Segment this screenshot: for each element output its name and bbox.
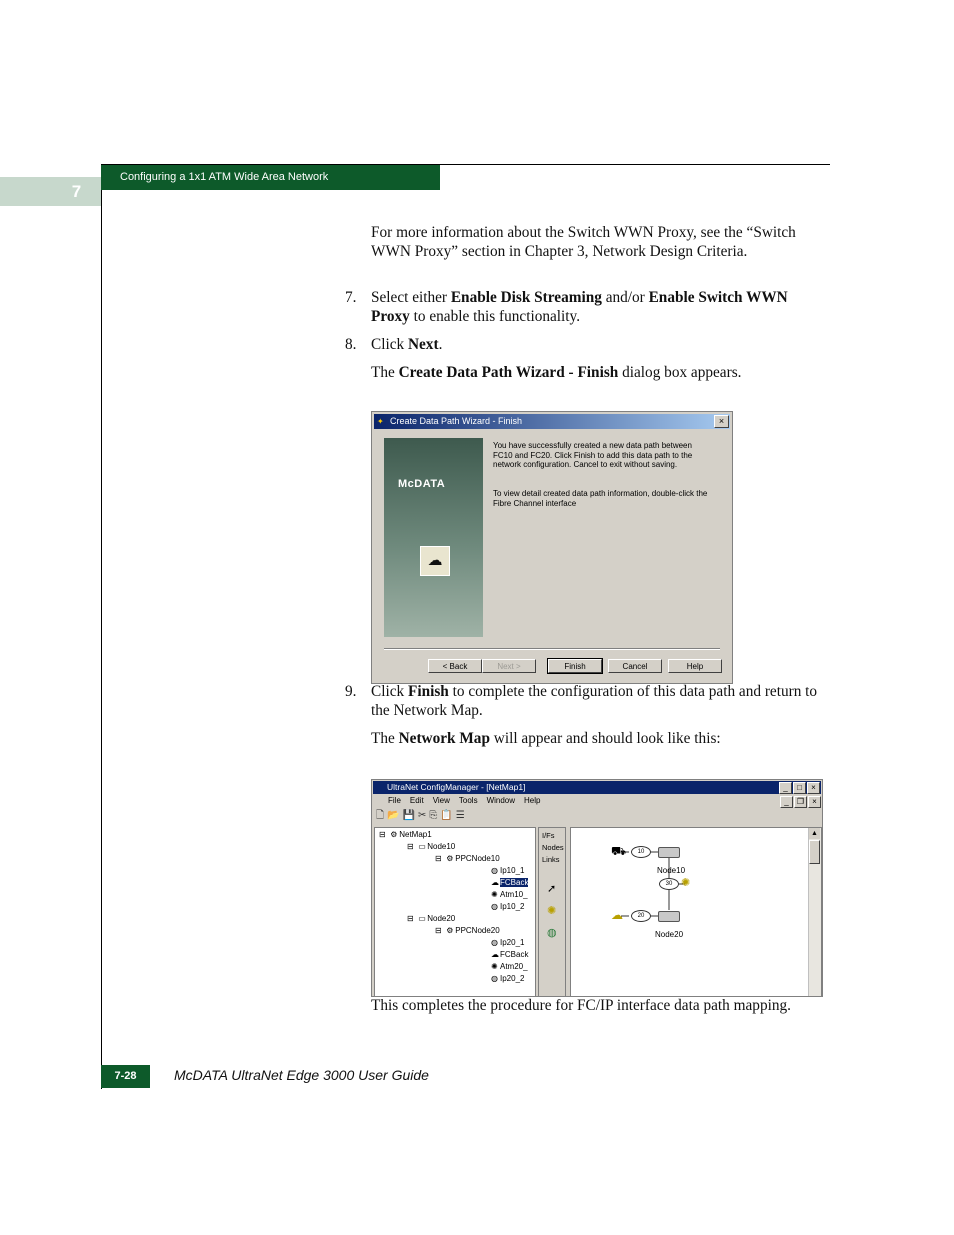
- wizard-icon: ✦: [377, 417, 384, 426]
- globe-icon: ◍: [491, 938, 498, 947]
- menu-file[interactable]: File: [388, 796, 401, 805]
- step-8-result: The Create Data Path Wizard - Finish dialog box appears.: [371, 364, 742, 381]
- child-window-controls: [780, 796, 821, 808]
- minimize-icon[interactable]: _: [779, 782, 792, 794]
- footer-title: McDATA UltraNet Edge 3000 User Guide: [174, 1067, 429, 1083]
- step-7-text: Select either Enable Disk Streaming and/or Enable Switch WWN Proxy to enable this functionality.: [371, 289, 788, 325]
- collapse-icon: ⊟: [379, 830, 386, 839]
- tab-links[interactable]: Links: [542, 855, 560, 864]
- mcdata-logo: McDATA: [398, 478, 446, 490]
- ppc-icon: ⚙: [446, 926, 454, 935]
- globe-icon: ◍: [491, 902, 498, 911]
- interface-20[interactable]: 20: [631, 910, 651, 922]
- properties-icon[interactable]: ☰: [455, 810, 465, 821]
- network-map-window: [371, 779, 823, 997]
- closing-paragraph: This completes the procedure for FC/IP interface data path mapping.: [371, 997, 791, 1014]
- help-button[interactable]: Help: [668, 659, 722, 673]
- menu-help[interactable]: Help: [524, 796, 541, 805]
- dialog-message-2: To view detail created data path information, double-click the Fibre Channel interface: [493, 489, 708, 508]
- maximize-icon[interactable]: □: [793, 782, 806, 794]
- node-icon: ▭: [418, 914, 426, 923]
- atm-icon: ✺: [491, 890, 498, 899]
- child-close-icon[interactable]: ×: [808, 796, 821, 808]
- node-10-label: Node10: [657, 866, 686, 875]
- tree-item[interactable]: ◍ Ip20_2: [491, 974, 525, 983]
- scroll-up-icon[interactable]: ▲: [809, 828, 820, 839]
- tree-item[interactable]: ◍ Ip10_2: [491, 902, 525, 911]
- step-9-result: The Network Map will appear and should look like this:: [371, 730, 721, 747]
- dialog-message-1: You have successfully created a new data path between FC10 and FC20. Click Finish to add this data path to the network configuration. Cancel to exit without saving.: [493, 441, 693, 470]
- copy-icon[interactable]: ⎘: [429, 810, 438, 821]
- globe-icon[interactable]: ◍: [547, 927, 557, 939]
- open-icon[interactable]: 📂: [387, 810, 400, 821]
- map-links: [571, 828, 809, 996]
- child-minimize-icon[interactable]: _: [780, 796, 793, 808]
- tree-item[interactable]: ✺ Atm20_: [491, 962, 528, 971]
- fc-icon: ☁: [491, 950, 499, 959]
- tree-item[interactable]: ☁FCBack: [491, 878, 529, 887]
- tree-item[interactable]: ◍ Ip20_1: [491, 938, 525, 947]
- interface-30[interactable]: 30: [659, 878, 679, 890]
- collapse-icon: ⊟: [435, 854, 442, 863]
- tree-item[interactable]: ⊟ ⚙ PPCNode10: [435, 854, 500, 863]
- tree-view: [374, 827, 536, 997]
- finish-button[interactable]: Finish: [548, 659, 602, 673]
- next-button[interactable]: Next >: [482, 659, 536, 673]
- collapse-icon: ⊟: [407, 842, 414, 851]
- window-title: UltraNet ConfigManager - [NetMap1]: [387, 782, 526, 792]
- margin-rule: [101, 190, 102, 1089]
- dialog-separator: [384, 648, 720, 650]
- section-header: Configuring a 1x1 ATM Wide Area Network: [101, 165, 440, 190]
- window-controls: [779, 782, 820, 794]
- map-scrollbar[interactable]: [808, 828, 821, 996]
- globe-icon: ◍: [491, 974, 498, 983]
- step-9-text: Click Finish to complete the configuration of this data path and return to the Network Map.: [371, 683, 818, 719]
- cancel-button[interactable]: Cancel: [608, 659, 662, 673]
- atm-icon: ✺: [491, 962, 498, 971]
- pointer-icon[interactable]: ➚: [547, 883, 557, 895]
- save-icon[interactable]: 💾: [402, 810, 415, 821]
- netmap-icon: ⚙: [390, 830, 398, 839]
- tab-nodes[interactable]: Nodes: [542, 843, 564, 852]
- tree-item[interactable]: ⊟ ▭Node20: [407, 914, 456, 923]
- step-8-number: 8.: [345, 336, 357, 353]
- fc-switch-icon[interactable]: ⛟: [611, 844, 627, 858]
- object-tabs: [538, 827, 566, 997]
- intro-paragraph: For more information about the Switch WWN Proxy, see the “Switch WWN Proxy” section in Chapter 3, Network Design Criteria.: [371, 224, 796, 260]
- window-titlebar: [373, 781, 821, 794]
- dialog-title: Create Data Path Wizard - Finish: [390, 416, 523, 426]
- chapter-tab: 7: [0, 177, 101, 206]
- menu-bar: [374, 795, 540, 807]
- page-number: 7-28: [101, 1065, 150, 1088]
- atm-cloud-icon[interactable]: ✺: [681, 877, 691, 889]
- network-map-canvas: [570, 827, 822, 997]
- paste-icon[interactable]: 📋: [440, 810, 453, 821]
- dialog-titlebar: [374, 414, 730, 429]
- collapse-icon: ⊟: [407, 914, 414, 923]
- menu-window[interactable]: Window: [486, 796, 516, 805]
- fc-icon: ☁: [491, 878, 499, 887]
- scroll-thumb[interactable]: [809, 840, 820, 864]
- new-icon[interactable]: 🗋: [376, 810, 385, 821]
- node-20-box[interactable]: [658, 911, 680, 922]
- atm-cloud-icon[interactable]: ✺: [547, 905, 557, 917]
- tree-item[interactable]: ◍ Ip10_1: [491, 866, 525, 875]
- back-button[interactable]: < Back: [428, 659, 482, 673]
- child-restore-icon[interactable]: ❐: [794, 796, 807, 808]
- tree-item[interactable]: ☁FCBack: [491, 950, 529, 959]
- dialog-side-panel: [384, 438, 483, 637]
- menu-edit[interactable]: Edit: [409, 796, 424, 805]
- node-icon: ▭: [418, 842, 426, 851]
- step-7-number: 7.: [345, 289, 357, 306]
- node-10-box[interactable]: [658, 847, 680, 858]
- close-icon[interactable]: ×: [807, 782, 820, 794]
- fibre-channel-icon: ☁: [420, 546, 450, 576]
- toolbar: [374, 809, 465, 823]
- tree-item[interactable]: ✺ Atm10_: [491, 890, 528, 899]
- interface-10[interactable]: 10: [631, 846, 651, 858]
- step-9-number: 9.: [345, 683, 357, 700]
- tab-ifs[interactable]: I/Fs: [542, 831, 555, 840]
- collapse-icon: ⊟: [435, 926, 442, 935]
- menu-view[interactable]: View: [432, 796, 450, 805]
- ppc-icon: ⚙: [446, 854, 454, 863]
- fc-cloud-icon[interactable]: ☁: [611, 908, 623, 922]
- globe-icon: ◍: [491, 866, 498, 875]
- tree-item[interactable]: ⊟ ⚙ NetMap1: [379, 830, 432, 839]
- close-button[interactable]: ×: [714, 415, 729, 428]
- tree-item[interactable]: ⊟ ⚙ PPCNode20: [435, 926, 500, 935]
- node-20-label: Node20: [655, 930, 684, 939]
- cut-icon[interactable]: ✂: [417, 810, 427, 821]
- tree-item[interactable]: ⊟ ▭Node10: [407, 842, 456, 851]
- wizard-finish-dialog: [371, 411, 733, 684]
- step-8-text: Click Next.: [371, 336, 443, 353]
- menu-tools[interactable]: Tools: [458, 796, 478, 805]
